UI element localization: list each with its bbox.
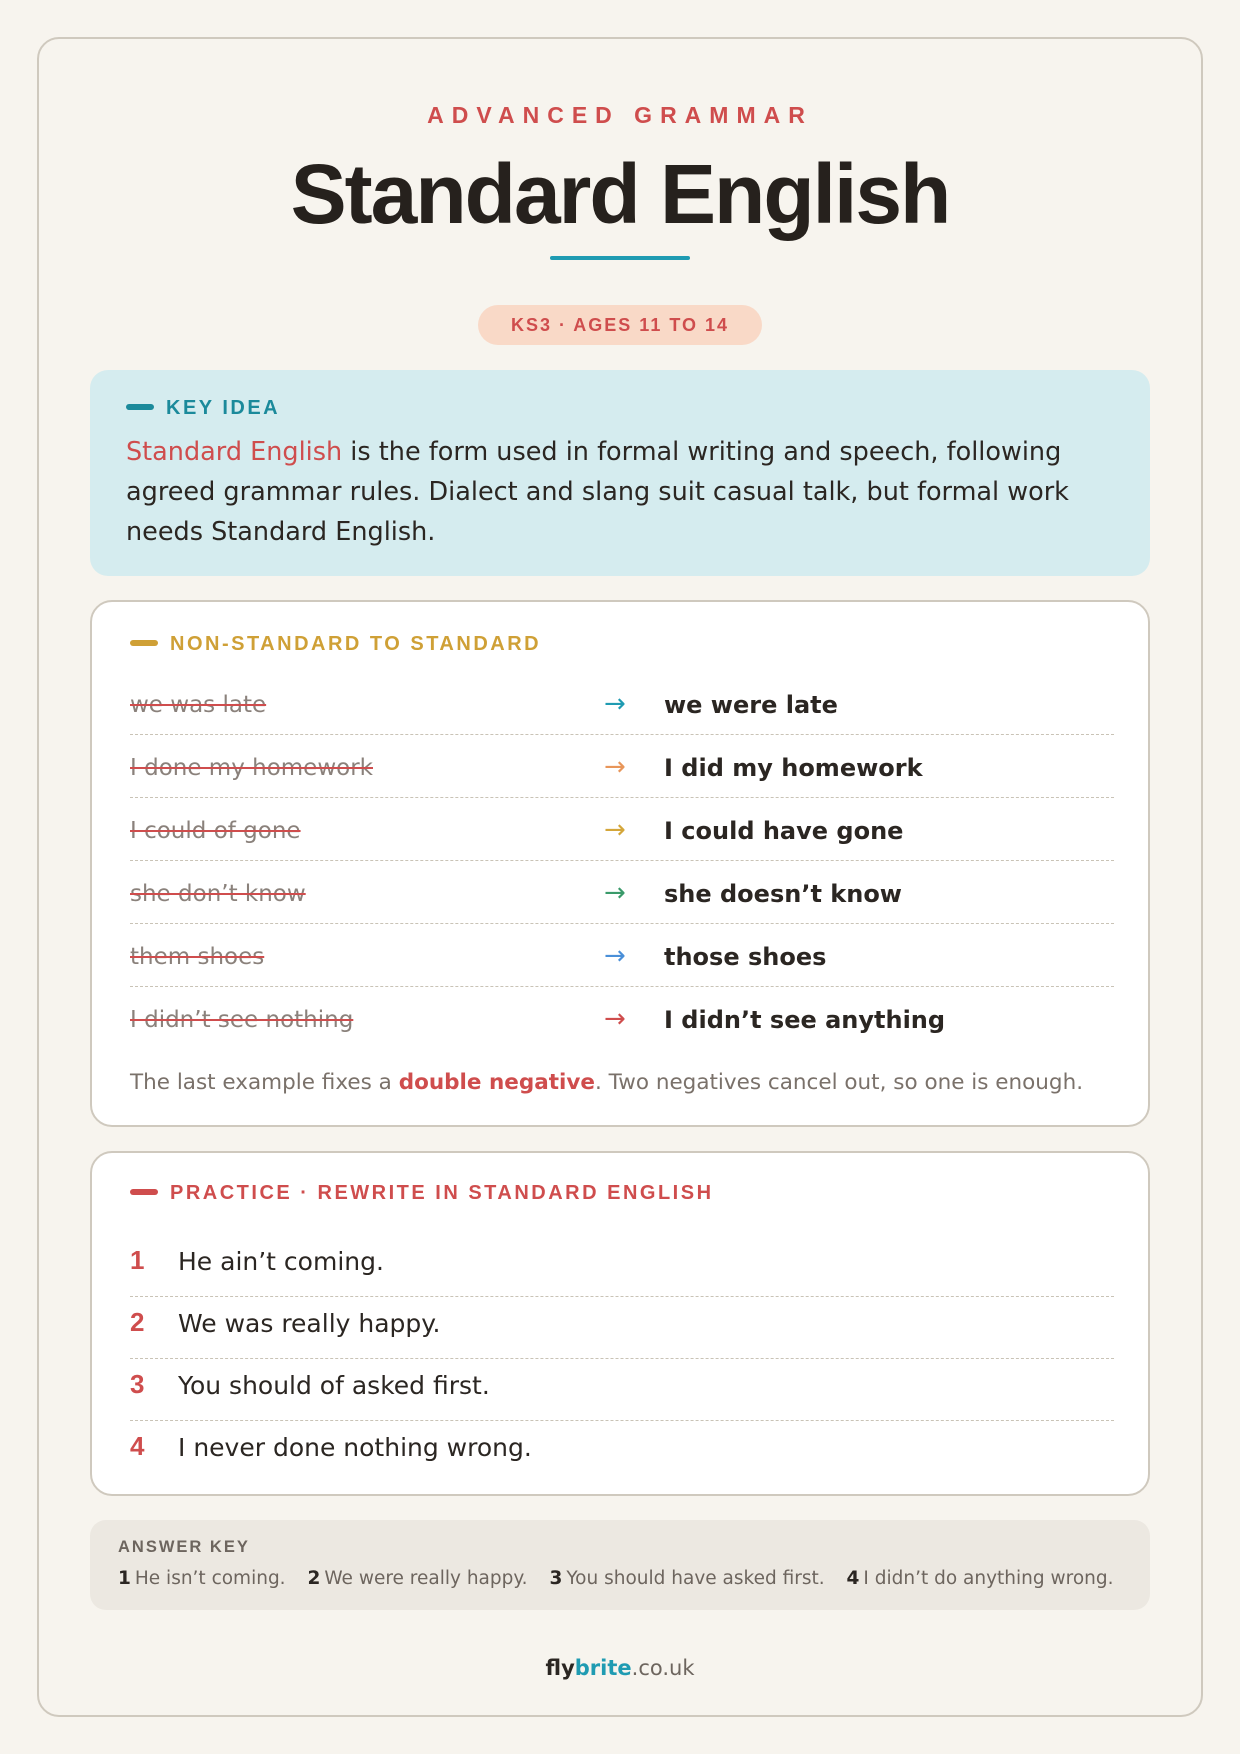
key-idea-heading [126,396,280,420]
answer-item [307,1568,527,1589]
practice-heading [130,1181,714,1205]
standard-phrase: I did my homework [664,754,923,782]
non-standard-phrase: I could of gone [130,818,301,844]
dash-icon [126,404,154,410]
practice-label: PRACTICE · REWRITE IN STANDARD ENGLISH [170,1182,714,1204]
non-standard-phrase: she don’t know [130,881,306,907]
transform-row [130,735,1114,798]
answer-text: He isn’t coming. [134,1568,286,1589]
transform-heading [130,632,541,656]
note-highlight: double negative [398,1070,596,1095]
answer-key-list [118,1568,1138,1589]
transform-row [130,924,1114,987]
answer-number: 3 [549,1568,563,1589]
key-term: Standard English [126,437,343,467]
practice-item [130,1235,1114,1297]
practice-item [130,1421,1114,1483]
arrow-right-icon: → [604,1004,626,1034]
answer-item [549,1568,824,1589]
brand-domain: .co.uk [631,1656,695,1680]
practice-sentence: He ain’t coming. [178,1247,384,1276]
answer-number: 2 [307,1568,321,1589]
practice-number: 2 [130,1307,145,1337]
non-standard-phrase: them shoes [130,944,265,970]
standard-phrase: I could have gone [664,817,904,845]
transform-label: NON-STANDARD TO STANDARD [170,633,542,655]
standard-phrase: I didn’t see anything [664,1006,946,1034]
standard-phrase: she doesn’t know [664,880,902,908]
arrow-right-icon: → [604,815,626,845]
note-text: The last example fixes a [130,1070,399,1095]
age-badge: KS3 · AGES 11 TO 14 [478,305,762,345]
site-footer-logo [0,1656,1240,1680]
transform-row [130,861,1114,924]
practice-item [130,1359,1114,1421]
answer-number: 4 [846,1568,860,1589]
key-idea-panel [90,370,1150,576]
answer-key-panel [90,1520,1150,1610]
answer-item [847,1568,1114,1589]
practice-number: 3 [130,1369,145,1399]
subject-kicker: ADVANCED GRAMMAR [427,102,813,128]
title-underline [550,256,690,260]
standard-phrase: we were late [664,691,838,719]
transform-row [130,987,1114,1050]
dash-icon [130,1189,158,1195]
transform-row [130,798,1114,861]
standard-phrase: those shoes [664,943,827,971]
practice-number: 4 [130,1431,145,1461]
practice-number: 1 [130,1245,145,1275]
non-standard-phrase: we was late [130,692,267,718]
non-standard-phrase: I done my homework [130,755,373,781]
double-negative-note [130,1070,1120,1095]
practice-item [130,1297,1114,1359]
key-idea-label: KEY IDEA [166,397,281,419]
answer-text: You should have asked first. [566,1568,825,1589]
practice-sentence: We was really happy. [178,1309,441,1338]
practice-list [130,1235,1114,1483]
practice-sentence: I never done nothing wrong. [178,1433,532,1462]
transform-card [90,600,1150,1127]
non-standard-phrase: I didn’t see nothing [130,1007,354,1033]
brand-brite: brite [574,1656,632,1680]
answer-text: We were really happy. [324,1568,528,1589]
key-idea-body: is the form used in formal writing and speech, following agreed grammar rules. Dialect and slang suit casual talk, but formal work needs Standard English. [126,437,1069,547]
dash-icon [130,640,158,646]
answer-text: I didn’t do anything wrong. [863,1568,1114,1589]
page-title: Standard English [290,147,950,241]
practice-card [90,1151,1150,1496]
answer-number: 1 [118,1568,131,1589]
arrow-right-icon: → [604,689,626,719]
arrow-right-icon: → [604,941,626,971]
answer-key-label: ANSWER KEY [118,1538,250,1556]
key-idea-text [126,432,1126,552]
answer-item [118,1568,286,1589]
transform-list [130,672,1114,1050]
arrow-right-icon: → [604,878,626,908]
practice-sentence: You should of asked first. [178,1371,490,1400]
transform-row [130,672,1114,735]
note-text: . Two negatives cancel out, so one is enough. [595,1070,1084,1095]
arrow-right-icon: → [604,752,626,782]
brand-fly: fly [545,1656,575,1680]
